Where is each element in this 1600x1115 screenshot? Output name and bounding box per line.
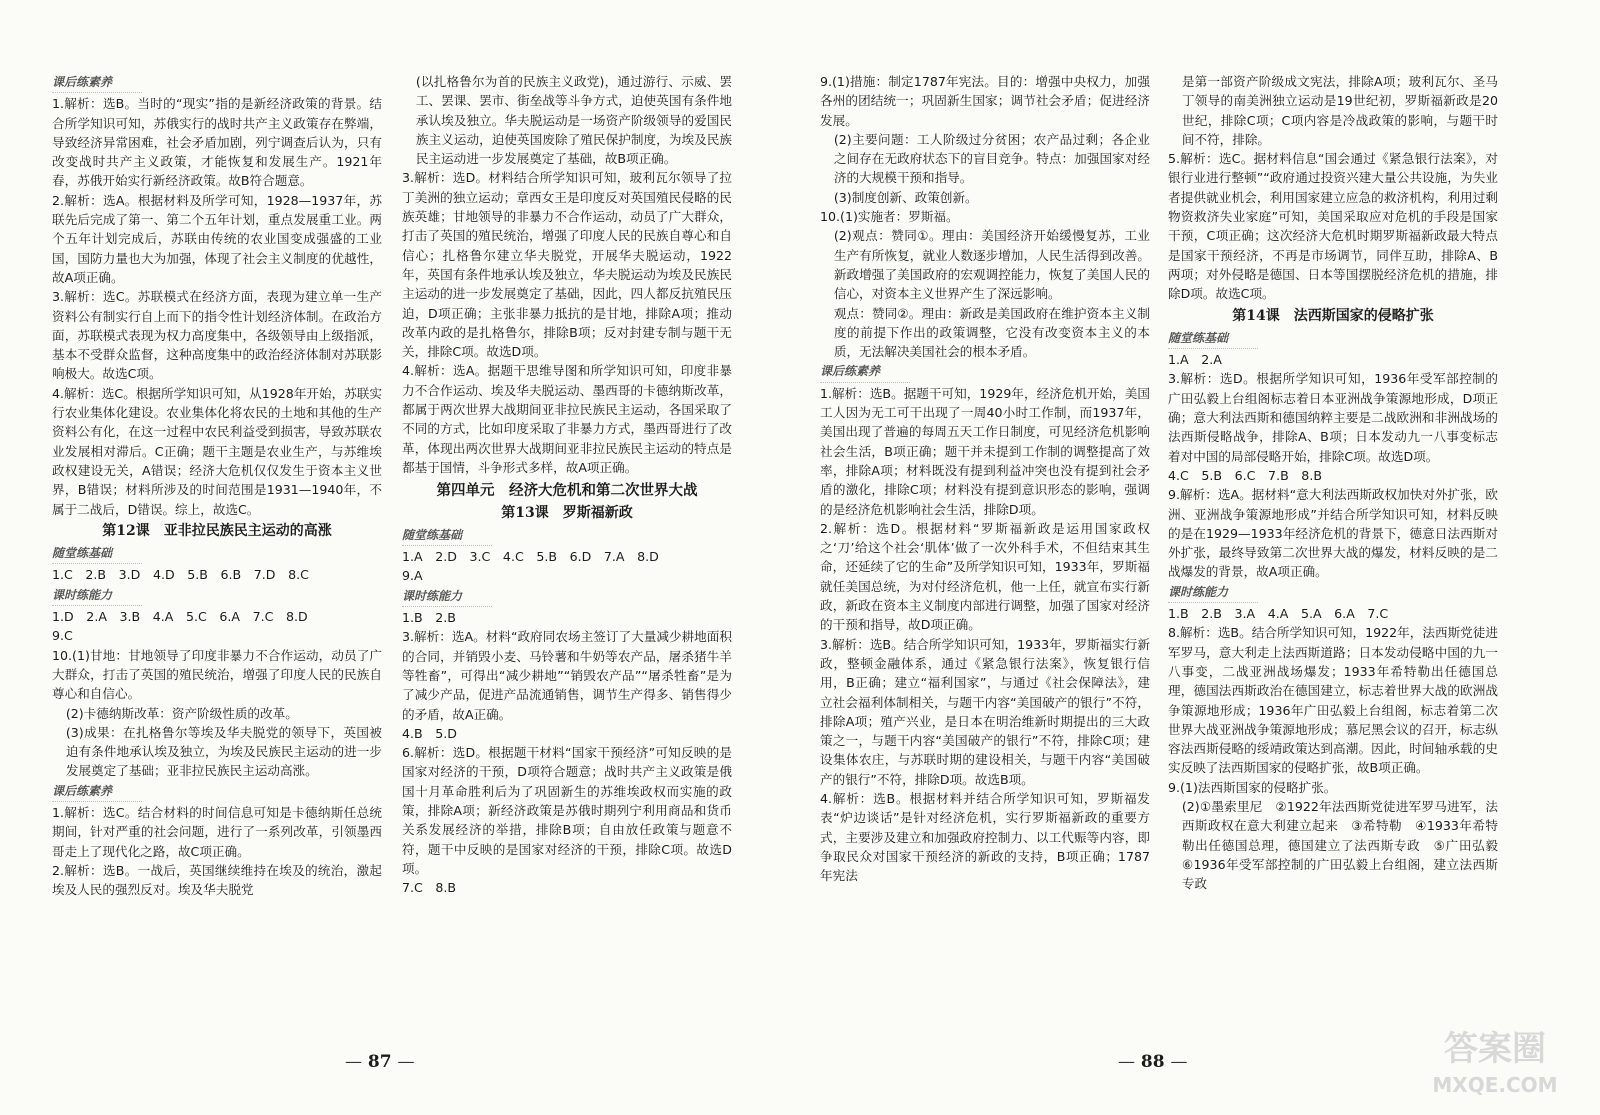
page-88 — [800, 0, 1600, 1115]
answer-line: 9.A — [402, 568, 423, 584]
page-number-left — [345, 1052, 415, 1072]
answer-paragraph: 4.解析：选C。根据所学知识可知，从1928年开始，苏联实行农业集体化建设。农业集体化将农民的土地和其他的生产资料公有化，在这一过程中农民利益受到损害，导致苏联农业发展相对滞后。C正确；题干主题是农业生产，与苏维埃政权建设无关，A错误；经济大危机仅仅发生于资本主义世界，B错误；材料所涉及的时间范围是1931—1940年，不属于二战后，D错误。综上，故选C。 — [52, 385, 382, 517]
answer-paragraph: (2)观点：赞同①。理由：美国经济开始缓慢复苏，工业生产有所恢复，就业人数逐步增加，人民生活得到改善。新政增强了美国政府的宏观调控能力，恢复了美国人民的信心，对资本主义世界产生了深远影响。 — [833, 228, 1150, 302]
answer-paragraph: 6.解析：选D。根据题干材料“国家干预经济”可知反映的是国家对经济的干预，D项符合题意；战时共产主义政策是俄国十月革命胜利后为了巩固新生的苏维埃政权而实施的政策，排除A项；新经济政策是苏俄时期列宁利用商品和货币关系发展经济的举措，排除B项；自由放任政策与题意不符，题干中反映的是国家对经济的干预，排除C项。故选D项。 — [402, 745, 732, 876]
page-dash: — — [1170, 1052, 1188, 1072]
answer-line: 1.A 2.A — [1168, 352, 1222, 368]
answer-paragraph: 9.解析：选A。据材料“意大利法西斯政权加快对外扩张，欧洲、亚洲战争策源地形成”并结合所学知识可知，材料反映的是在1929—1933年经济危机的背景下，德意日法西斯对外扩张，最终导致第二次世界大战的爆发，材料反映的是二战爆发的背景，故A项正确。 — [1168, 487, 1498, 580]
answer-line: 4.B 5.D — [402, 725, 457, 741]
page-dash: — — [1118, 1052, 1135, 1072]
page-number-value: 88 — [1140, 1052, 1165, 1072]
answer-paragraph: (以扎格鲁尔为首的民族主义政党)，通过游行、示威、罢工、罢课、罢市、街垒战等斗争方式，迫使英国有条件地承认埃及独立。华夫脱运动是一场资产阶级领导的爱国民族主义运动，迫使英国废除了殖民保护制度，为埃及民族民主运动进一步发展奠定了基础，故B项正确。 — [415, 74, 732, 167]
answer-paragraph: 3.解析：选D。材料结合所学知识可知，玻利瓦尔领导了拉丁美洲的独立运动；章西女王是印度反对英国殖民侵略的民族英雄；甘地领导的非暴力不合作运动，动员了广大群众，打击了英国的殖民统治，增强了印度人民的民族自尊心和自信心；扎格鲁尔建立华夫脱党，开展华夫脱运动，1922年，英国有条件地承认埃及独立，华夫脱运动为埃及民族民主运动的进一步发展奠定了基础，因此，四人都反抗殖民压迫，D项正确；主张非暴力抵抗的是甘地，排除A项；推动改革内政的是扎格鲁尔，排除B项；反对封建专制与题干无关，排除C项。故选D项。 — [402, 170, 732, 360]
answer-paragraph: (2)①墨索里尼 ②1922年法西斯党徒进军罗马进军，法西斯政权在意大利建立起来 ③希特勒 ④1933年希特勒出任德国总理，德国建立了法西斯专政 ⑤广田弘毅 ⑥1936年受军部控制的广田弘毅上台组阁，建立法西斯专政 — [1181, 798, 1511, 892]
answer-paragraph: 是第一部资产阶级成文宪法，排除A项；玻利瓦尔、圣马丁领导的南美洲独立运动是19世纪初，罗斯福新政是20世纪，排除C项；C项内容是冷战政策的影响，与题干时间不符，排除。 — [1181, 74, 1498, 147]
left-column-2 — [402, 72, 732, 897]
answer-paragraph: (3)制度创新、政策创新。 — [833, 189, 978, 205]
left-column-1 — [52, 72, 382, 899]
unit-title: 第四单元 经济大危机和第二次世界大战 — [436, 482, 698, 500]
answer-paragraph: 1.解析：选C。结合材料的时间信息可知是卡德纳斯任总统期间，针对严重的社会问题，进行了一系列改革，引领墨西哥走上了现代化之路，故C项正确。 — [52, 804, 382, 859]
answer-paragraph: 3.解析：选D。根据所学知识可知，1936年受军部控制的广田弘毅上台组阁标志着日本亚洲战争策源地形成，D项正确；意大利法西斯和德国纳粹主要是二战欧洲和非洲战场的法西斯侵略战争，排除A、B项；日本发动九一八事变标志着对中国的局部侵略开始，排除C项。故选D项。 — [1168, 371, 1498, 464]
watermark-title: 答案圈 — [1444, 1029, 1546, 1069]
answer-paragraph: (2)主要问题：工人阶级过分贫困；农产品过剩；各企业之间存在无政府状态下的盲目竞争。特点：加强国家对经济的大规模干预和指导。 — [833, 131, 1150, 186]
answer-line: 7.C 8.B — [402, 880, 457, 896]
lesson-title: 第12课 亚非拉民族民主运动的高涨 — [102, 522, 332, 539]
right-column-1 — [820, 72, 1150, 885]
answer-paragraph: 2.解析：选A。根据材料及所学可知，1928—1937年，苏联先后完成了第一、第二个五年计划，重点发展重工业。两个五年计划完成后，苏联由传统的农业国变成强盛的工业国，国防力量也大为加强，体现了社会主义制度的优越性，故A项正确。 — [52, 192, 382, 285]
answer-paragraph: 观点：赞同②。理由：新政是美国政府在维护资本主义制度的前提下作出的政策调整，它没有改变资本主义的本质，无法解决美国社会的根本矛盾。 — [833, 305, 1150, 360]
answer-paragraph: 3.解析：选A。材料“政府同农场主签订了大量减少耕地面积的合同，并销毁小麦、马铃薯和牛奶等农产品，屠杀猪牛羊等牲畜”，可得出“减少耕地”“销毁农产品”“屠杀牲畜”是为了减少产品，促进产品流通销售，调节生产得多、销售得少的矛盾，故A正确。 — [402, 629, 732, 722]
lesson-title: 第13课 罗斯福新政 — [501, 504, 633, 521]
answer-paragraph: 1.解析：选B。据题干可知，1929年，经济危机开始，美国工人因为无工可干出现了一周40小时工作制，而1937年，美国出现了普遍的每周五天工作日制度，可见经济危机影响社会生活，B项正确；题干并未提到工作制的调整提高了效率，排除A项；材料既没有提到利益冲突也没有提到社会矛盾的激化，排除C项；材料没有提到意识形态的影响，强调的是经济危机影响社会生活，排除D项。 — [820, 385, 1150, 517]
answer-paragraph: (2)卡德纳斯改革：资产阶级性质的改革。 — [65, 705, 298, 721]
page-dash: — — [345, 1052, 362, 1072]
section-label: 课后练素养 — [820, 362, 910, 382]
answer-line: 4.C 5.B 6.C 7.B 8.B — [1168, 467, 1322, 483]
section-label: 课时练能力 — [52, 586, 142, 606]
answer-paragraph: 9.(1)措施：制定1787年宪法。目的：增强中央权力，加强各州的团结统一；巩固新生国家；调节社会矛盾；促进经济发展。 — [820, 74, 1150, 128]
section-label: 随堂练基础 — [402, 526, 492, 546]
answer-line: 1.C 2.B 3.D 4.D 5.B 6.B 7.D 8.C — [52, 567, 309, 583]
answer-paragraph: 3.解析：选B。结合所学知识可知，1933年，罗斯福实行新政，整顿金融体系，通过《紧急银行法案》，恢复银行信用，B正确；建立“福利国家”，与通过《社会保障法》，建立社会福利体制相关，与题干内容“美国破产的银行”不符，排除A项；殖产兴业，是日本在明治维新时期提出的三大政策之一，与题干内容“美国破产的银行”不符，排除C项；建设集体农庄，与苏联时期的建设相关，与题干内容“美国破产的银行”不符，排除D项。故选B项。 — [820, 636, 1150, 787]
answer-paragraph: 2.解析：选D。根据材料“罗斯福新政是运用国家政权之‘刀’给这个社会‘肌体’做了一次外科手术，不但结束其生命，还延续了它的生命”及所学知识可知，1933年，罗斯福就任美国总统，为对付经济危机，他一上任，就宣布实行新政，新政在资本主义制度内部进行调整，加强了国家对经济的干预和指导，故D项正确。 — [820, 520, 1150, 633]
section-label: 随堂练基础 — [52, 544, 142, 564]
section-label: 课时练能力 — [1168, 583, 1258, 603]
answer-paragraph: 3.解析：选C。苏联模式在经济方面，表现为建立单一生产资料公有制实行自上而下的指令性计划经济体制。在政治方面，苏联模式表现为权力高度集中，各级领导由上级指派，基本不受群众监督，这种高度集中的政治经济体制对苏联影响极大。故选C项。 — [52, 289, 382, 382]
section-label: 课时练能力 — [402, 587, 492, 607]
answer-paragraph: 5.解析：选C。据材料信息“国会通过《紧急银行法案》，对银行业进行整顿”“政府通过投资兴建大量公共设施，为失业者提供就业机会，利用国家建立应急的救济机构，利用过剩物资救济失业家庭”可知，美国采取应对危机的手段是国家干预，C项正确；这次经济大危机时期罗斯福新政最大特点是国家干预经济，不再是市场调节，同伴互助，排除A、B两项；对外侵略是德国、日本等国摆脱经济危机的措施，排除D项。故选C项。 — [1168, 151, 1498, 302]
section-label: 课后练素养 — [52, 73, 142, 93]
page-number-value: 87 — [367, 1052, 392, 1072]
answer-line: 1.A 2.D 3.C 4.C 5.B 6.D 7.A 8.D — [402, 549, 659, 565]
answer-paragraph: 1.解析：选B。当时的“现实”指的是新经济政策的背景。结合所学知识可知，苏俄实行的战时共产主义政策存在弊端，导致经济异常困难，社会矛盾加剧，列宁调查后认为，只有改变战时共产主义政策，才能恢复和发展生产。1921年春，苏俄开始实行新经济政策。故B符合题意。 — [52, 96, 382, 189]
answer-paragraph: (3)成果：在扎格鲁尔等埃及华夫脱党的领导下，英国被迫有条件地承认埃及独立，为埃及民族民主运动的进一步发展奠定了基础；亚非拉民族民主运动高涨。 — [65, 724, 382, 779]
page-number-right — [1118, 1052, 1188, 1072]
answer-line: 9.C — [52, 628, 73, 644]
lesson-title: 第14课 法西斯国家的侵略扩张 — [1232, 307, 1434, 324]
answer-paragraph: 8.解析：选B。结合所学知识可知，1922年，法西斯党徒进军罗马，意大利走上法西斯道路；日本发动侵略中国的九一八事变，二战亚洲战场爆发；1933年希特勒出任德国总理，德国法西斯政治在德国建立，标志着世界大战的欧洲战争策源地形成；1936年广田弘毅上台组阁，标志着第二次世界大战亚洲战争策源地形成；慕尼黑会议的召开，标志纵容法西斯侵略的绥靖政策达到高潮。因此，时间轴承载的史实反映了法西斯国家的侵略扩张，故B项正确。 — [1168, 625, 1498, 776]
answer-line: 1.B 2.B 3.A 4.A 5.A 6.A 7.C — [1168, 606, 1389, 622]
answer-paragraph: 2.解析：选B。一战后，英国继续维持在埃及的统治，激起埃及人民的强烈反对。埃及华夫脱党 — [52, 862, 382, 898]
right-column-2 — [1168, 72, 1511, 893]
answer-line: 1.B 2.B — [402, 610, 456, 626]
section-label: 课后练素养 — [52, 782, 142, 802]
answer-paragraph: 10.(1)甘地：甘地领导了印度非暴力不合作运动，动员了广大群众，打击了英国的殖民统治，增强了印度人民的民族自尊心和自信心。 — [52, 647, 382, 702]
page-dash: — — [397, 1052, 415, 1072]
answer-paragraph: 4.解析：选B。根据材料并结合所学知识可知，罗斯福发表“炉边谈话”是针对经济危机，实行罗斯福新政的重要方式，主要涉及建立和加强政府控制力、以工代赈等内容，即争取民众对国家干预经济的新政的支持，B项正确；1787年宪法 — [820, 790, 1150, 884]
watermark-url: MXQE.COM — [1432, 1073, 1558, 1097]
watermark-logo — [1420, 1010, 1570, 1105]
section-label: 随堂练基础 — [1168, 329, 1258, 349]
answer-line: 1.D 2.A 3.B 4.A 5.C 6.A 7.C 8.D — [52, 609, 308, 625]
answer-paragraph: 10.(1)实施者：罗斯福。 — [820, 209, 959, 225]
answer-paragraph: 4.解析：选A。据题干思维导图和所学知识可知，印度非暴力不合作运动、埃及华夫脱运动、墨西哥的卡德纳斯改革，都属于两次世界大战期间亚非拉民族民主运动，各国采取了不同的方式，比如印度采取了非暴力方式，墨西哥进行了改革，体现出两次世界大战期间亚非拉民族民主运动的特点是都基于国情，斗争形式多样，故A项正确。 — [402, 363, 732, 475]
answer-paragraph: 9.(1)法西斯国家的侵略扩张。 — [1168, 779, 1337, 795]
